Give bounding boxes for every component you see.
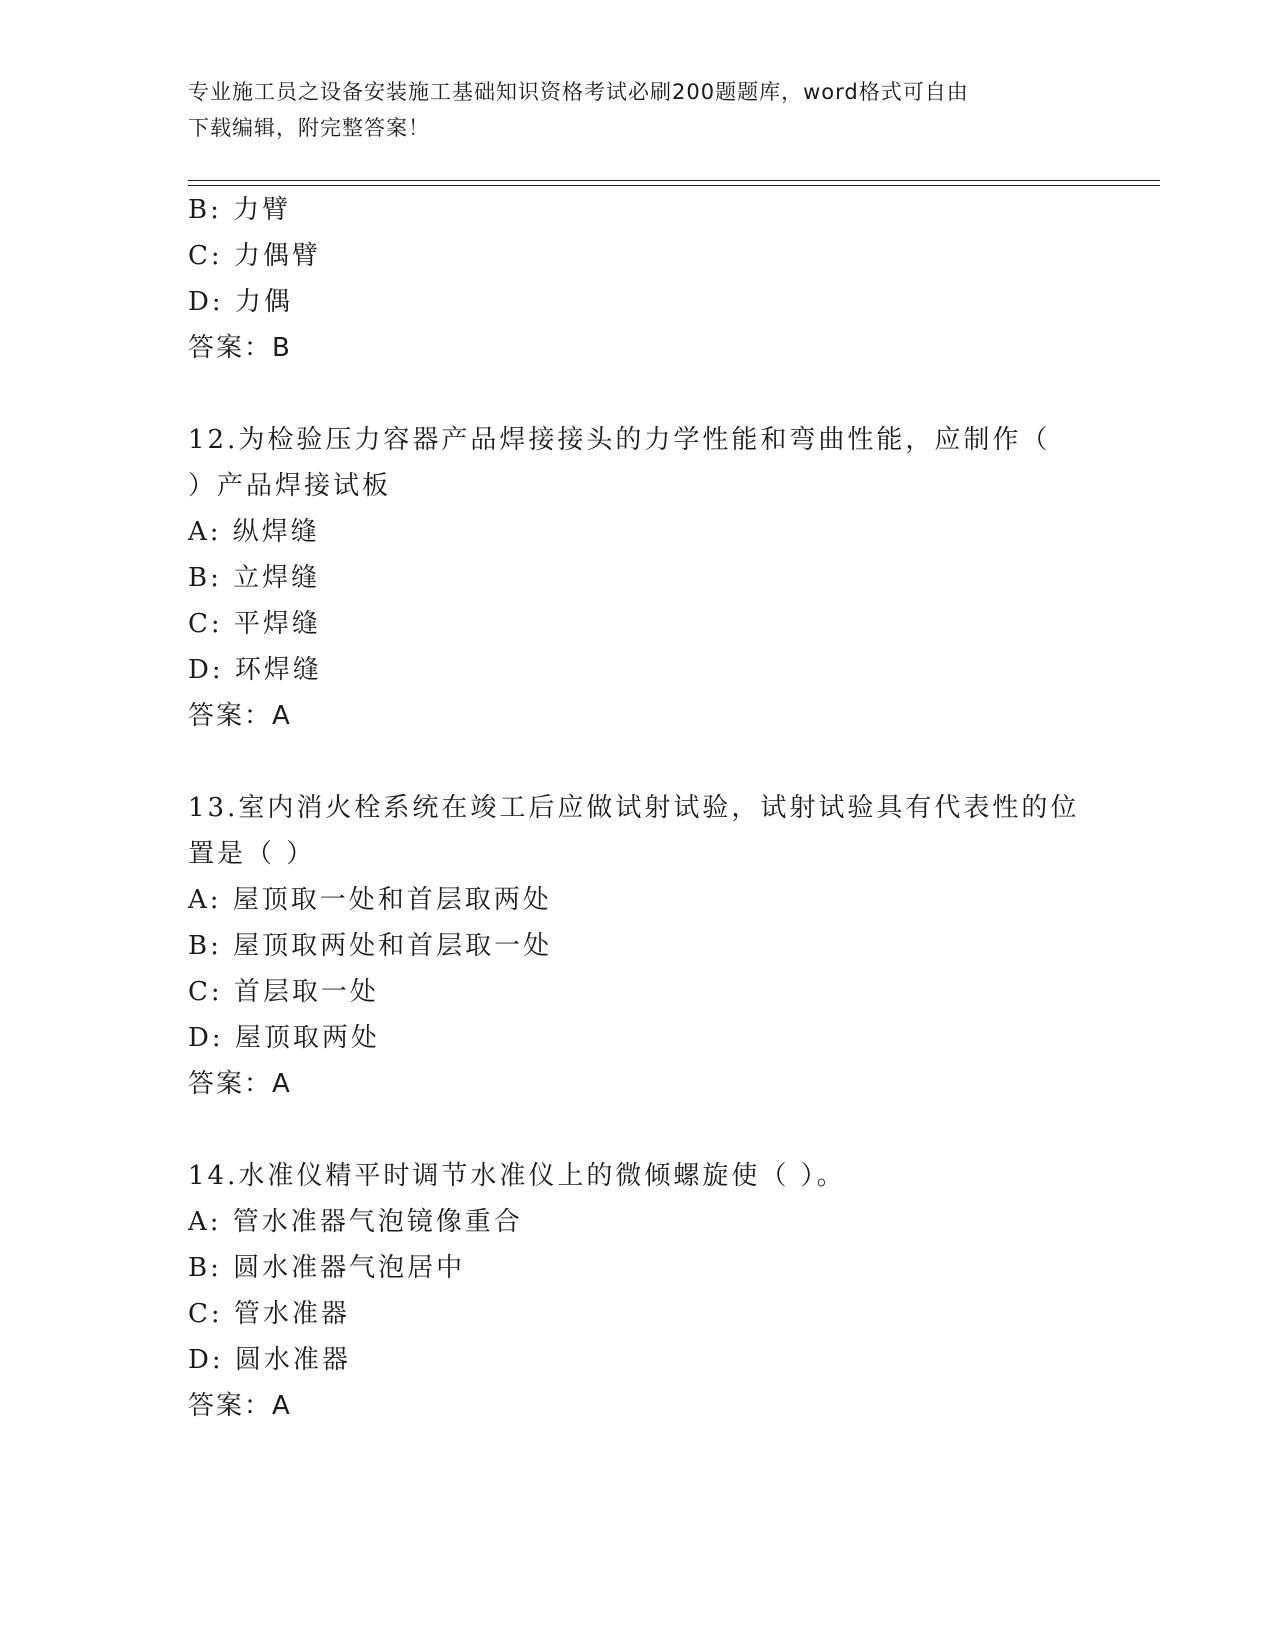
question-title-line-1: 12.为检验压力容器产品焊接接头的力学性能和弯曲性能，应制作（ (188, 425, 1051, 455)
question-title-line-2: ）产品焊接试板 (188, 471, 392, 501)
answer-line: 答案：A (188, 701, 292, 731)
question-title-line-2: 置是（ ） (188, 839, 316, 869)
question-11-tail (188, 187, 1088, 371)
option-d: D: 环焊缝 (188, 655, 322, 685)
header-line-2: 下载编辑，附完整答案！ (188, 116, 430, 140)
option-c: C: 力偶臂 (188, 241, 321, 271)
header-divider-top (188, 180, 1160, 181)
option-b: B: 立焊缝 (188, 563, 321, 593)
option-d: D: 圆水准器 (188, 1345, 351, 1375)
answer-line: 答案：B (188, 333, 292, 363)
question-title-line-1: 14.水准仪精平时调节水准仪上的微倾螺旋使（ ）。 (188, 1161, 846, 1191)
option-b: B: 屋顶取两处和首层取一处 (188, 931, 553, 961)
question-14 (188, 1153, 1088, 1429)
question-list (188, 187, 1088, 1475)
option-a: A: 屋顶取一处和首层取两处 (188, 885, 552, 915)
header-divider-bottom (188, 185, 1160, 186)
option-c: C: 管水准器 (188, 1299, 350, 1329)
option-b: B: 圆水准器气泡居中 (188, 1253, 466, 1283)
question-13 (188, 785, 1088, 1107)
option-c: C: 首层取一处 (188, 977, 379, 1007)
option-a: A: 管水准器气泡镜像重合 (188, 1207, 523, 1237)
option-c: C: 平焊缝 (188, 609, 321, 639)
option-a: A: 纵焊缝 (188, 517, 320, 547)
header-line-1: 专业施工员之设备安装施工基础知识资格考试必刷200题题库，word格式可自由 (188, 80, 969, 104)
option-d: D: 力偶 (188, 287, 293, 317)
option-d: D: 屋顶取两处 (188, 1023, 380, 1053)
question-12 (188, 417, 1088, 739)
question-title-line-1: 13.室内消火栓系统在竣工后应做试射试验，试射试验具有代表性的位 (188, 793, 1080, 823)
document-header (188, 74, 1088, 146)
option-b: B: 力臂 (188, 195, 292, 225)
answer-line: 答案：A (188, 1069, 292, 1099)
answer-line: 答案：A (188, 1391, 292, 1421)
